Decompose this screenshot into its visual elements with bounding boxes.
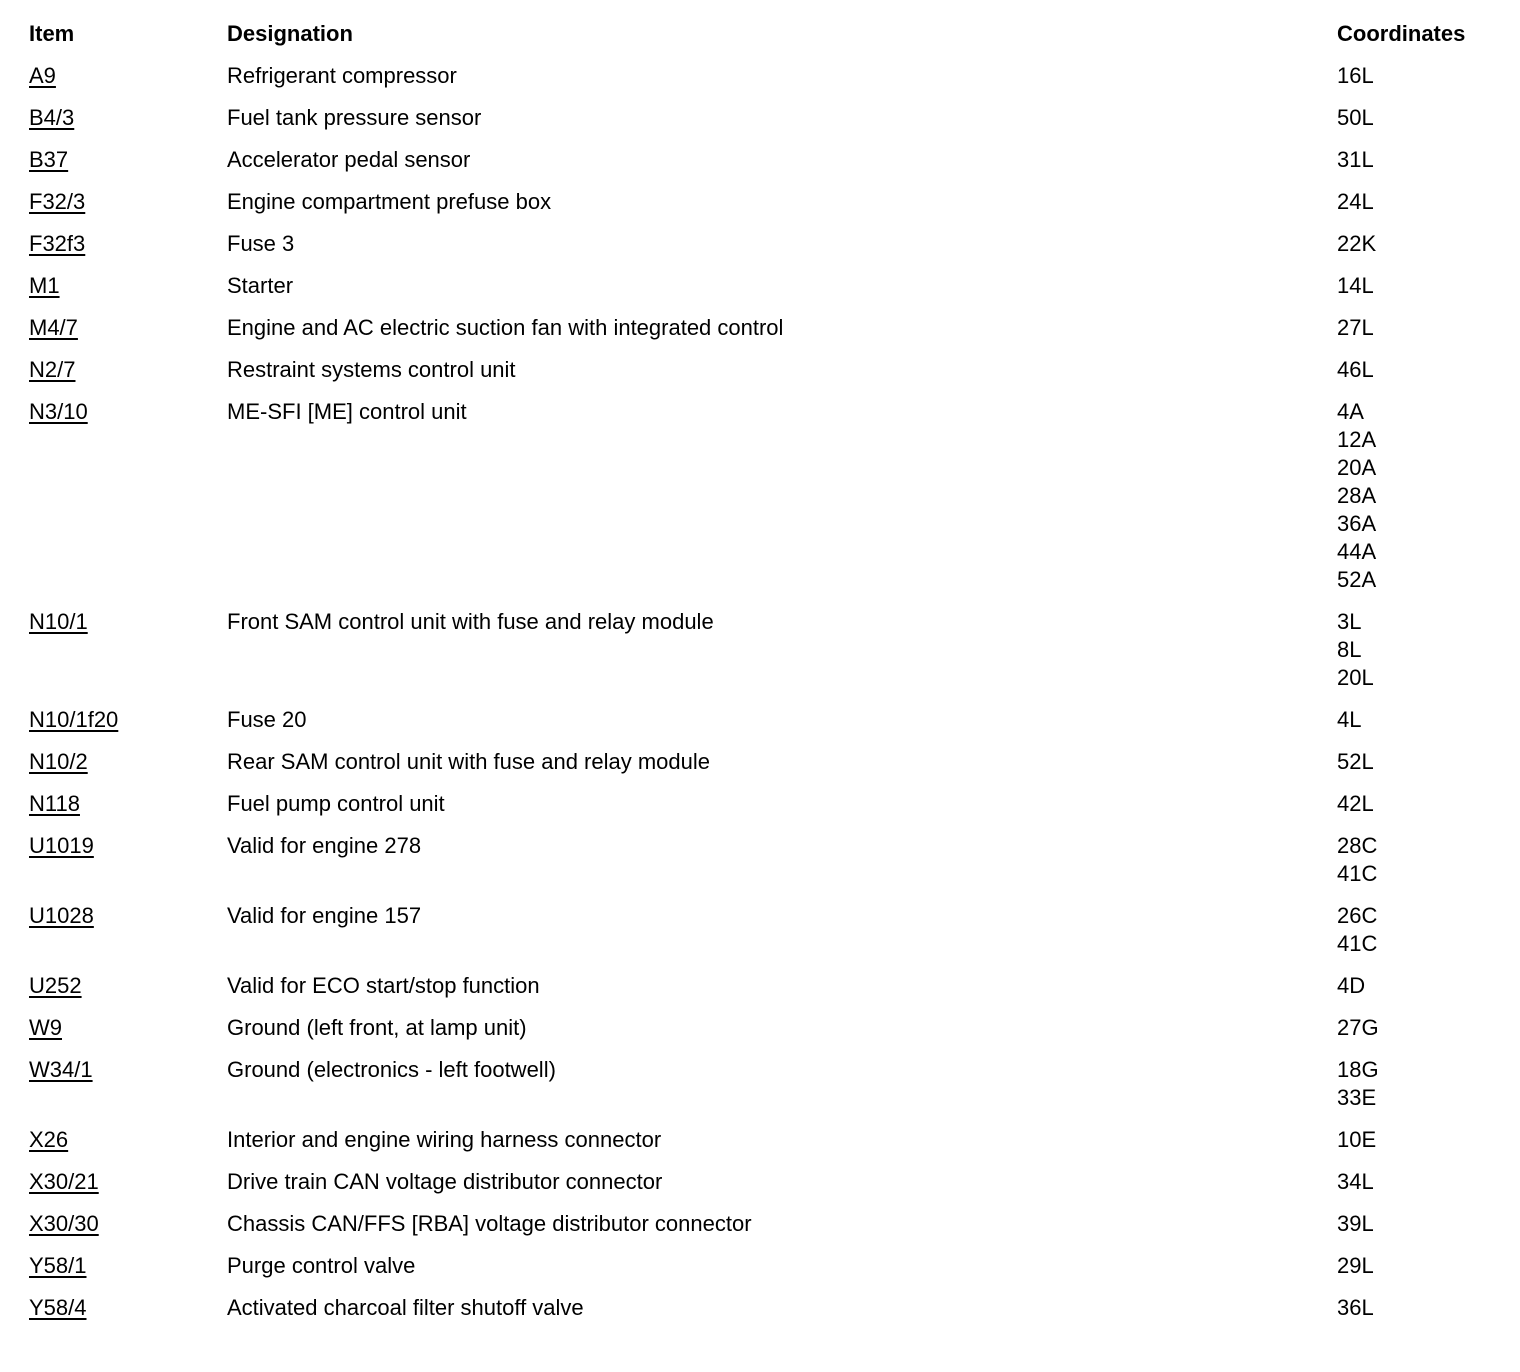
table-body <box>0 62 1520 1336</box>
designation-cell: Engine and AC electric suction fan with integrated control <box>227 315 784 340</box>
coordinate-value: 36A <box>1337 511 1377 536</box>
column-header-coordinates: Coordinates <box>1337 21 1466 46</box>
table-row <box>0 790 1520 832</box>
item-link[interactable]: N10/2 <box>29 749 88 774</box>
designation-cell: Interior and engine wiring harness connector <box>227 1127 662 1152</box>
item-link[interactable]: W9 <box>29 1015 62 1040</box>
coordinates-cell <box>1337 790 1520 818</box>
table-row <box>0 608 1520 706</box>
table-row <box>0 1210 1520 1252</box>
coordinates-cell <box>1337 104 1520 132</box>
item-cell <box>0 62 227 90</box>
table-row <box>0 832 1520 902</box>
coordinate-value: 39L <box>1337 1211 1374 1236</box>
coordinate-value: 3L <box>1337 609 1362 634</box>
coordinates-cell <box>1337 62 1520 90</box>
item-link[interactable]: A9 <box>29 63 56 88</box>
coordinate-value: 31L <box>1337 147 1374 172</box>
coordinates-cell <box>1337 188 1520 216</box>
coordinate-value: 46L <box>1337 357 1374 382</box>
coordinates-cell <box>1337 1210 1520 1238</box>
designation-cell: Valid for engine 278 <box>227 833 422 858</box>
item-link[interactable]: X30/21 <box>29 1169 99 1194</box>
coordinates-cell <box>1337 1252 1520 1280</box>
item-cell <box>0 1168 227 1196</box>
coordinate-value: 26C <box>1337 903 1378 928</box>
table-row <box>0 188 1520 230</box>
coordinates-cell <box>1337 902 1520 958</box>
item-link[interactable]: Y58/1 <box>29 1253 87 1278</box>
coordinate-value: 4D <box>1337 973 1366 998</box>
item-cell <box>0 1294 227 1322</box>
coordinate-value: 28C <box>1337 833 1378 858</box>
item-cell <box>0 1056 227 1084</box>
item-cell <box>0 272 227 300</box>
column-header-item: Item <box>29 21 75 46</box>
item-link[interactable]: U1019 <box>29 833 94 858</box>
coordinate-value: 24L <box>1337 189 1374 214</box>
item-cell <box>0 608 227 636</box>
designation-cell: Refrigerant compressor <box>227 63 457 88</box>
coordinate-value: 41C <box>1337 861 1378 886</box>
coordinate-value: 27L <box>1337 315 1374 340</box>
item-cell <box>0 398 227 426</box>
table-row <box>0 272 1520 314</box>
designation-cell: Fuse 20 <box>227 707 307 732</box>
table-row <box>0 748 1520 790</box>
table-row <box>0 146 1520 188</box>
item-link[interactable]: U1028 <box>29 903 94 928</box>
item-link[interactable]: Y58/4 <box>29 1295 87 1320</box>
coordinates-cell <box>1337 832 1520 888</box>
item-cell <box>0 1252 227 1280</box>
coordinate-value: 42L <box>1337 791 1374 816</box>
item-cell <box>0 748 227 776</box>
designation-cell: Accelerator pedal sensor <box>227 147 471 172</box>
coordinates-cell <box>1337 1126 1520 1154</box>
designation-cell: Restraint systems control unit <box>227 357 516 382</box>
table-row <box>0 1056 1520 1126</box>
coordinate-value: 10E <box>1337 1127 1377 1152</box>
item-link[interactable]: M1 <box>29 273 60 298</box>
table-row <box>0 230 1520 272</box>
coordinate-value: 28A <box>1337 483 1377 508</box>
table-row <box>0 1168 1520 1210</box>
designation-cell: Ground (left front, at lamp unit) <box>227 1015 527 1040</box>
table-row <box>0 1014 1520 1056</box>
table-row <box>0 398 1520 608</box>
coordinate-value: 52L <box>1337 749 1374 774</box>
coordinates-cell <box>1337 146 1520 174</box>
table-row <box>0 356 1520 398</box>
designation-cell: Starter <box>227 273 294 298</box>
coordinate-value: 4L <box>1337 707 1362 732</box>
item-cell <box>0 1014 227 1042</box>
coordinate-value: 4A <box>1337 399 1364 424</box>
designation-cell: Drive train CAN voltage distributor connector <box>227 1169 663 1194</box>
coordinate-value: 8L <box>1337 637 1362 662</box>
designation-cell: Activated charcoal filter shutoff valve <box>227 1295 584 1320</box>
table-row <box>0 706 1520 748</box>
coordinate-value: 16L <box>1337 63 1374 88</box>
coordinates-cell <box>1337 706 1520 734</box>
coordinate-value: 20L <box>1337 665 1374 690</box>
item-cell <box>0 356 227 384</box>
item-link[interactable]: X26 <box>29 1127 69 1152</box>
designation-cell: Valid for engine 157 <box>227 903 422 928</box>
item-cell <box>0 706 227 734</box>
item-cell <box>0 1126 227 1154</box>
coordinate-value: 34L <box>1337 1169 1374 1194</box>
item-link[interactable]: B4/3 <box>29 105 75 130</box>
item-link[interactable]: N2/7 <box>29 357 76 382</box>
item-cell <box>0 790 227 818</box>
table-row <box>0 972 1520 1014</box>
designation-cell: Rear SAM control unit with fuse and relay module <box>227 749 711 774</box>
designation-cell: Ground (electronics - left footwell) <box>227 1057 556 1082</box>
item-link[interactable]: X30/30 <box>29 1211 99 1236</box>
coordinate-value: 52A <box>1337 567 1377 592</box>
coordinates-cell <box>1337 1168 1520 1196</box>
coordinates-cell <box>1337 356 1520 384</box>
item-link[interactable]: N10/1 <box>29 609 88 634</box>
coordinate-value: 50L <box>1337 105 1374 130</box>
item-link[interactable]: M4/7 <box>29 315 78 340</box>
coordinate-value: 22K <box>1337 231 1377 256</box>
table-header-row <box>0 20 1520 62</box>
table-row <box>0 1252 1520 1294</box>
coordinate-value: 27G <box>1337 1015 1379 1040</box>
item-link[interactable]: N10/1f20 <box>29 707 119 732</box>
table-row <box>0 314 1520 356</box>
coordinate-value: 14L <box>1337 273 1374 298</box>
designation-cell: Fuel pump control unit <box>227 791 445 816</box>
item-cell <box>0 230 227 258</box>
coordinates-cell <box>1337 748 1520 776</box>
coordinates-cell <box>1337 398 1520 594</box>
designation-cell: Fuel tank pressure sensor <box>227 105 482 130</box>
coordinates-cell <box>1337 1014 1520 1042</box>
coordinates-cell <box>1337 1294 1520 1322</box>
coordinate-value: 18G <box>1337 1057 1379 1082</box>
table-row <box>0 902 1520 972</box>
item-link[interactable]: W34/1 <box>29 1057 93 1082</box>
coordinate-value: 29L <box>1337 1253 1374 1278</box>
designation-cell: Chassis CAN/FFS [RBA] voltage distributor connector <box>227 1211 752 1236</box>
item-link[interactable]: F32/3 <box>29 189 86 214</box>
item-cell <box>0 314 227 342</box>
designation-cell: Engine compartment prefuse box <box>227 189 552 214</box>
coordinates-cell <box>1337 608 1520 692</box>
coordinates-cell <box>1337 314 1520 342</box>
coordinates-cell <box>1337 972 1520 1000</box>
item-cell <box>0 104 227 132</box>
item-link[interactable]: N3/10 <box>29 399 88 424</box>
coordinate-value: 36L <box>1337 1295 1374 1320</box>
item-cell <box>0 972 227 1000</box>
item-link[interactable]: N118 <box>29 791 80 816</box>
coordinate-value: 33E <box>1337 1085 1377 1110</box>
coordinate-value: 12A <box>1337 427 1377 452</box>
designation-cell: ME-SFI [ME] control unit <box>227 399 467 424</box>
coordinates-cell <box>1337 230 1520 258</box>
item-link[interactable]: F32f3 <box>29 231 86 256</box>
item-cell <box>0 832 227 860</box>
table-row <box>0 62 1520 104</box>
item-link[interactable]: U252 <box>29 973 82 998</box>
item-cell <box>0 902 227 930</box>
item-cell <box>0 146 227 174</box>
designation-cell: Valid for ECO start/stop function <box>227 973 540 998</box>
table-row <box>0 1126 1520 1168</box>
table-row <box>0 1294 1520 1336</box>
table-row <box>0 104 1520 146</box>
coordinate-value: 44A <box>1337 539 1377 564</box>
designation-cell: Front SAM control unit with fuse and relay module <box>227 609 714 634</box>
designation-cell: Purge control valve <box>227 1253 416 1278</box>
item-cell <box>0 1210 227 1238</box>
designation-cell: Fuse 3 <box>227 231 295 256</box>
coordinates-cell <box>1337 1056 1520 1112</box>
coordinate-value: 41C <box>1337 931 1378 956</box>
coordinates-cell <box>1337 272 1520 300</box>
column-header-designation: Designation <box>227 21 353 46</box>
item-cell <box>0 188 227 216</box>
item-link[interactable]: B37 <box>29 147 69 172</box>
coordinate-value: 20A <box>1337 455 1377 480</box>
